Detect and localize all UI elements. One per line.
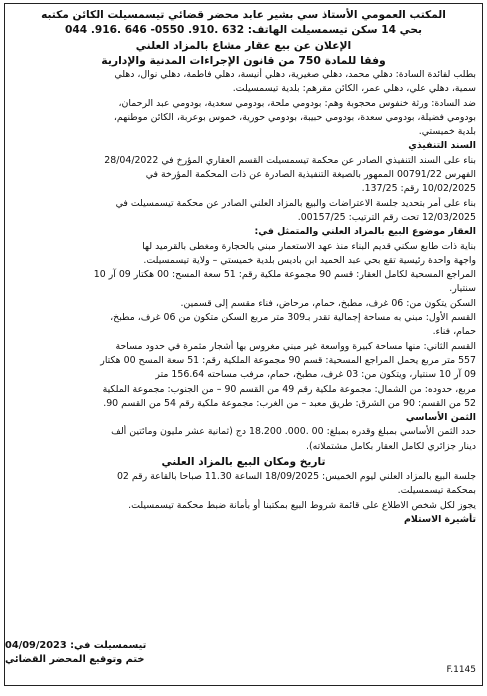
section-heading-base-price: الثمن الأساسي <box>405 412 476 424</box>
body-line: بودومي فضيلة، بودومي سعدة، بودومي حبيبة، بودومي حورية، خموس بوعربة، الكائن موطنهم، <box>113 111 476 123</box>
body-line: 52 من القسم: 90 من الشرق: طريق معبد – من الغرب: مجموعة ملكية رقم 54 من القسم 90. <box>103 397 476 409</box>
body-line: 12/03/2025 تحت رقم الترتيب: 00157/25. <box>297 211 476 223</box>
body-line: سنتيار. <box>449 283 476 295</box>
body-line: 09 آر 10 سنتيار، ويتكون من: 03 غرف، مطبخ، حمام، مرفب مساحته 156.64 متر <box>155 369 476 381</box>
body-line: القسم الأول: مبني به مساحة إجمالية تقدر بـ309 متر مربع السكن متكون من 06 غرف، مطبخ، <box>110 312 476 324</box>
body-line: يجوز لكل شخص الاطلاع على قائمة شروط البيع بمكتبنا أو بأمانة ضبط محكمة تيسمسيلت. <box>128 499 476 511</box>
body-line: بناية ذات طابع سكني قديم البناء منذ عهد الاستعمار مبني بالحجارة ومغطى بالقرميد لها <box>142 240 476 252</box>
section-heading-executive-title: السند التنفيذي <box>408 140 476 152</box>
body-line: بلدية خميستي. <box>418 126 476 138</box>
form-code: F.1145 <box>446 665 476 675</box>
body-line: مربع، حدوده: من الشمال: مجموعة ملكية رقم 49 من القسم 90 – من الجنوب: مجموعة الملكية <box>102 383 476 395</box>
notice-title: الإعلان عن بيع عقار مشاع بالمزاد العلني <box>135 39 352 52</box>
body-line: 557 متر مربع يحمل المراجع المسحية: قسم 90 مجموعة الملكية رقم: 51 سعة المسح 00 هكتار <box>100 354 476 366</box>
notice-subtitle: وفقا للمادة 750 من قانون الإجراءات المدنية والإدارية <box>101 54 386 67</box>
body-line: السكن يتكون من: 06 غرف، مطبخ، حمام، مرحاض، فناء مقسم إلى قسمين. <box>180 297 476 309</box>
body-line: ضد السادة: ورثة خنفوس محجوبة وهم: بودومي ملحة، بودومي سعدية، بودومي عبد الرحمان، <box>118 97 476 109</box>
body-line: المراجع المسحية لكامل العقار: قسم 90 مجموعة ملكية رقم: 51 سعة المسح: 00 هكتار 09 آر 10 <box>93 269 476 281</box>
body-line: القسم الثاني: منها مساحة كبيرة وواسعة غير مبني مغروس بها أشجار مثمرة في حدود مساحة <box>115 340 476 352</box>
footer-date: تيسمسيلت في: 04/09/2023 <box>5 640 147 651</box>
body-line: بناء على السند التنفيذي الصادر عن محكمة تيسمسيلت القسم العقاري المؤرخ في 28/04/2022 <box>104 154 476 166</box>
footer-signature-label: ختم وتوقيع المحضر القضائي <box>5 654 145 665</box>
section-heading-property: العقار موضوع البيع بالمزاد العلني والمتمثل في: <box>254 226 476 238</box>
office-header-line1: المكتب العمومي الأستاذ سي بشير عابد محضر قضائي تيسمسيلت الكائن مكتبه <box>41 9 446 21</box>
legal-notice-page <box>4 3 483 686</box>
body-line: واجهة واحدة رئيسية تقع بحي عبد الحميد ابن باديس بلدية خميستي – ولاية تيسمسيلت. <box>143 254 476 266</box>
body-line: حمام، فناء. <box>432 326 476 338</box>
sale-date-heading: تاريخ ومكان البيع بالمزاد العلني <box>161 456 326 469</box>
body-line: حدد الثمن الأساسي بمبلغ وقدره بمبلغ: 00 .000. 18.200 دج (ثمانية عشر مليون ومائتين ألف <box>111 426 476 438</box>
body-line: سمية، دهلي علي، دهلي عمر، الكائن مقرهم: بلدية تيسمسيلت. <box>232 83 476 95</box>
body-line: جلسة البيع بالمزاد العلني ليوم الخميس: 18/09/2025 الساعة 11.30 صباحا بالقاعة رقم 02 <box>116 471 476 483</box>
body-line: 10/02/2025 رقم: 137/25. <box>361 183 476 195</box>
body-line: بطلب لفائدة السادة: دهلي محمد، دهلي صغيرية، دهلي أنيسة، دهلي فاطمة، دهلي نوال، دهلي <box>114 69 476 80</box>
body-line: بمحكمة تيسمسيلت. <box>397 485 476 497</box>
receipt-visa-label: تأشيرة الاستلام <box>404 513 476 525</box>
body-line: دينار جزائري لكامل العقار بكامل مشتملاته). <box>306 440 476 452</box>
office-header-line2: بحي 14 سكن تيسمسيلت الهاتف: 632 .910. 0550- 646 .916. 044 <box>65 24 422 36</box>
body-line: بناء على أمر بتحديد جلسة الاعتراضات والبيع بالمزاد العلني الصادر عن محكمة تيسمسيلت في <box>115 197 476 209</box>
footer <box>5 639 482 681</box>
body-line: الفهرس 00791/22 الممهور بالصيغة التنفيذية الصادرة عن ذات المحكمة المؤرخة في <box>145 169 476 181</box>
